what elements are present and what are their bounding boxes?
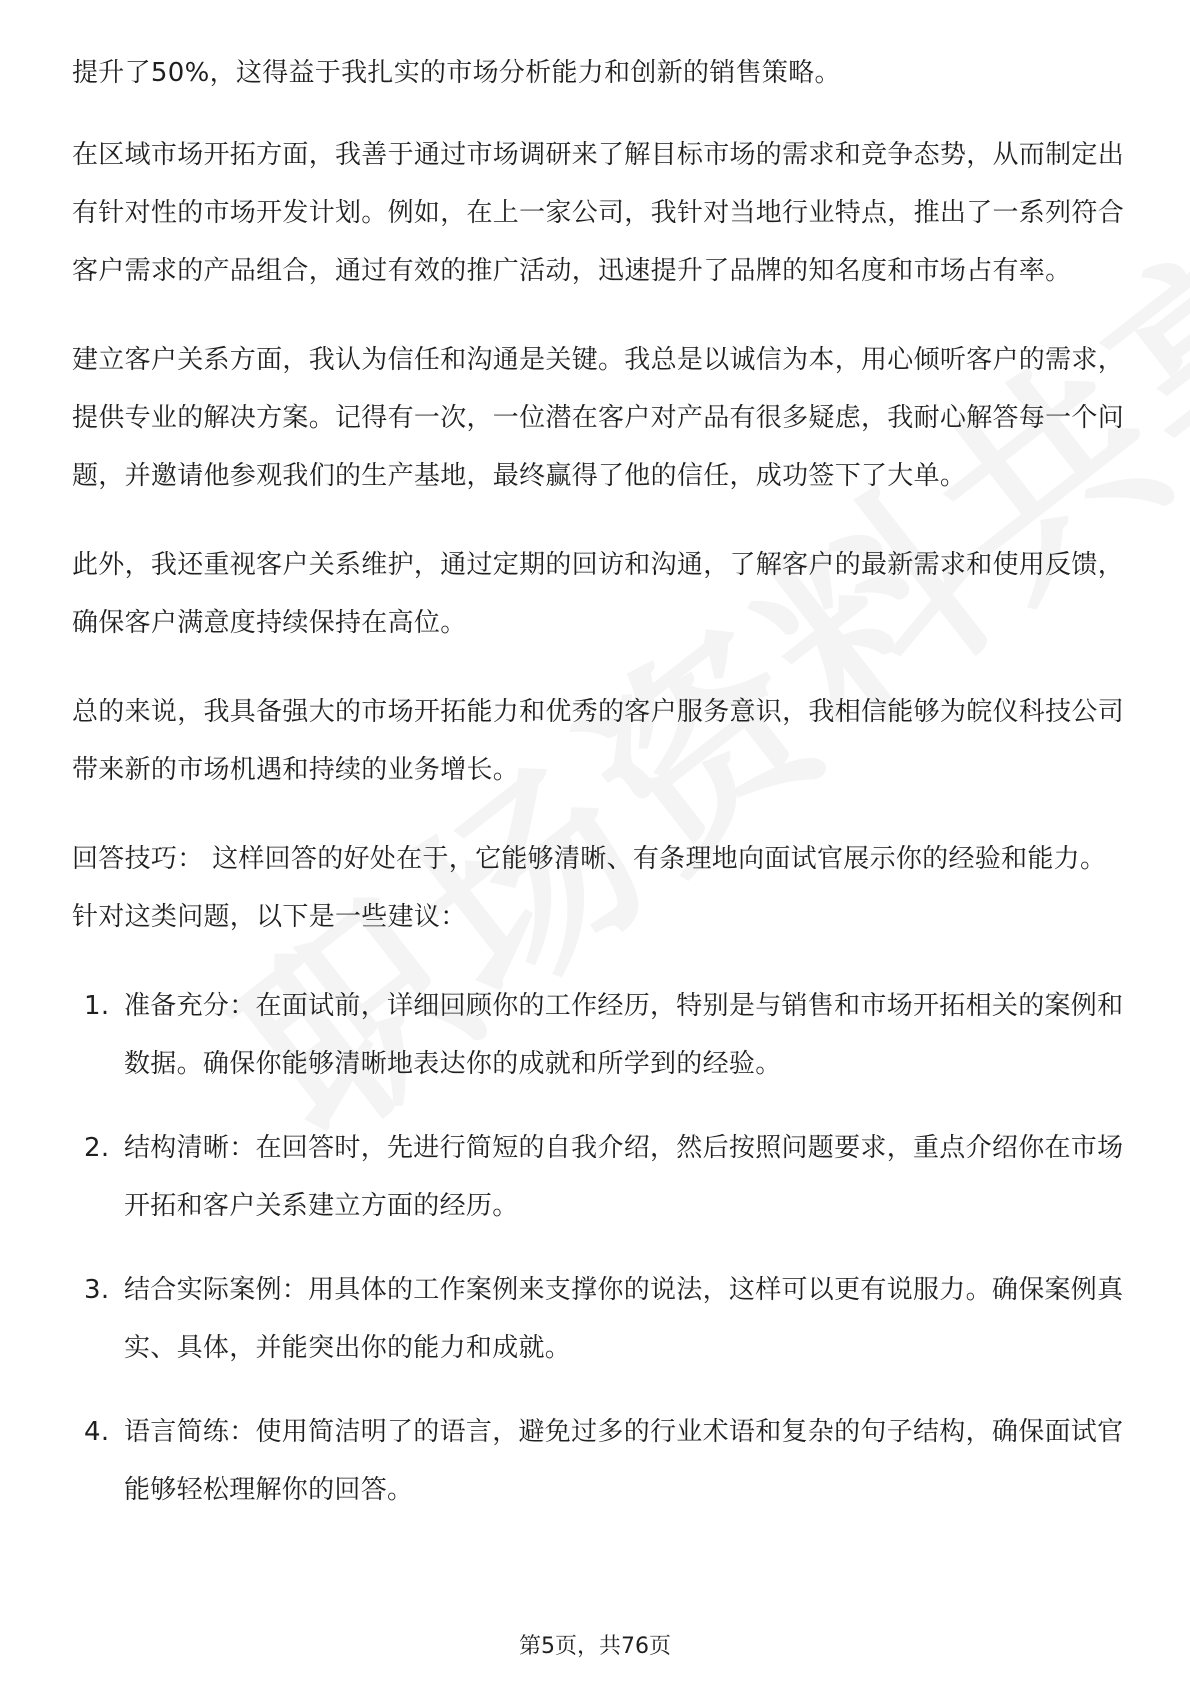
paragraph-1: 提升了50%，这得益于我扎实的市场分析能力和创新的销售策略。 (72, 58, 841, 88)
list-item-text: 语言简练：使用简洁明了的语言，避免过多的行业术语和复杂的句子结构，确保面试官能够轻松理解你的回答。 (124, 1417, 1124, 1505)
paragraph-3: 建立客户关系方面，我认为信任和沟通是关键。我总是以诚信为本，用心倾听客户的需求，提供专业的解决方案。记得有一次，一位潜在客户对产品有很多疑虑，我耐心解答每一个问题，并邀请他参观我们的生产基地，最终赢得了他的信任，成功签下了大单。 (72, 345, 1125, 491)
page-content (72, 44, 1127, 1545)
list-item-number: 1. (84, 991, 110, 1021)
paragraph-5: 总的来说，我具备强大的市场开拓能力和优秀的客户服务意识，我相信能够为皖仪科技公司带来新的市场机遇和持续的业务增长。 (72, 697, 1125, 785)
list-item-text: 结合实际案例：用具体的工作案例来支撑你的说法，这样可以更有说服力。确保案例真实、具体，并能突出你的能力和成就。 (124, 1275, 1124, 1363)
list-item-number: 4. (84, 1417, 110, 1447)
list-item (72, 1119, 1127, 1235)
list-item-text: 结构清晰：在回答时，先进行简短的自我介绍，然后按照问题要求，重点介绍你在市场开拓和客户关系建立方面的经历。 (124, 1133, 1124, 1221)
list-item-number: 2. (84, 1133, 110, 1163)
list-item (72, 1261, 1127, 1377)
paragraph-2: 在区域市场开拓方面，我善于通过市场调研来了解目标市场的需求和竞争态势，从而制定出有针对性的市场开发计划。例如，在上一家公司，我针对当地行业特点，推出了一系列符合客户需求的产品组合，通过有效的推广活动，迅速提升了品牌的知名度和市场占有率。 (72, 140, 1125, 286)
list-item-text: 准备充分：在面试前，详细回顾你的工作经历，特别是与销售和市场开拓相关的案例和数据。确保你能够清晰地表达你的成就和所学到的经验。 (124, 991, 1124, 1079)
list-item-number: 3. (84, 1275, 110, 1305)
page-number-footer: 第5页，共76页 (519, 1634, 671, 1659)
paragraph-6: 回答技巧： 这样回答的好处在于，它能够清晰、有条理地向面试官展示你的经验和能力。针对这类问题，以下是一些建议： (72, 844, 1107, 932)
tips-list (72, 977, 1127, 1519)
list-item (72, 1403, 1127, 1519)
paragraph-4: 此外，我还重视客户关系维护，通过定期的回访和沟通，了解客户的最新需求和使用反馈，确保客户满意度持续保持在高位。 (72, 550, 1125, 638)
list-item (72, 977, 1127, 1093)
